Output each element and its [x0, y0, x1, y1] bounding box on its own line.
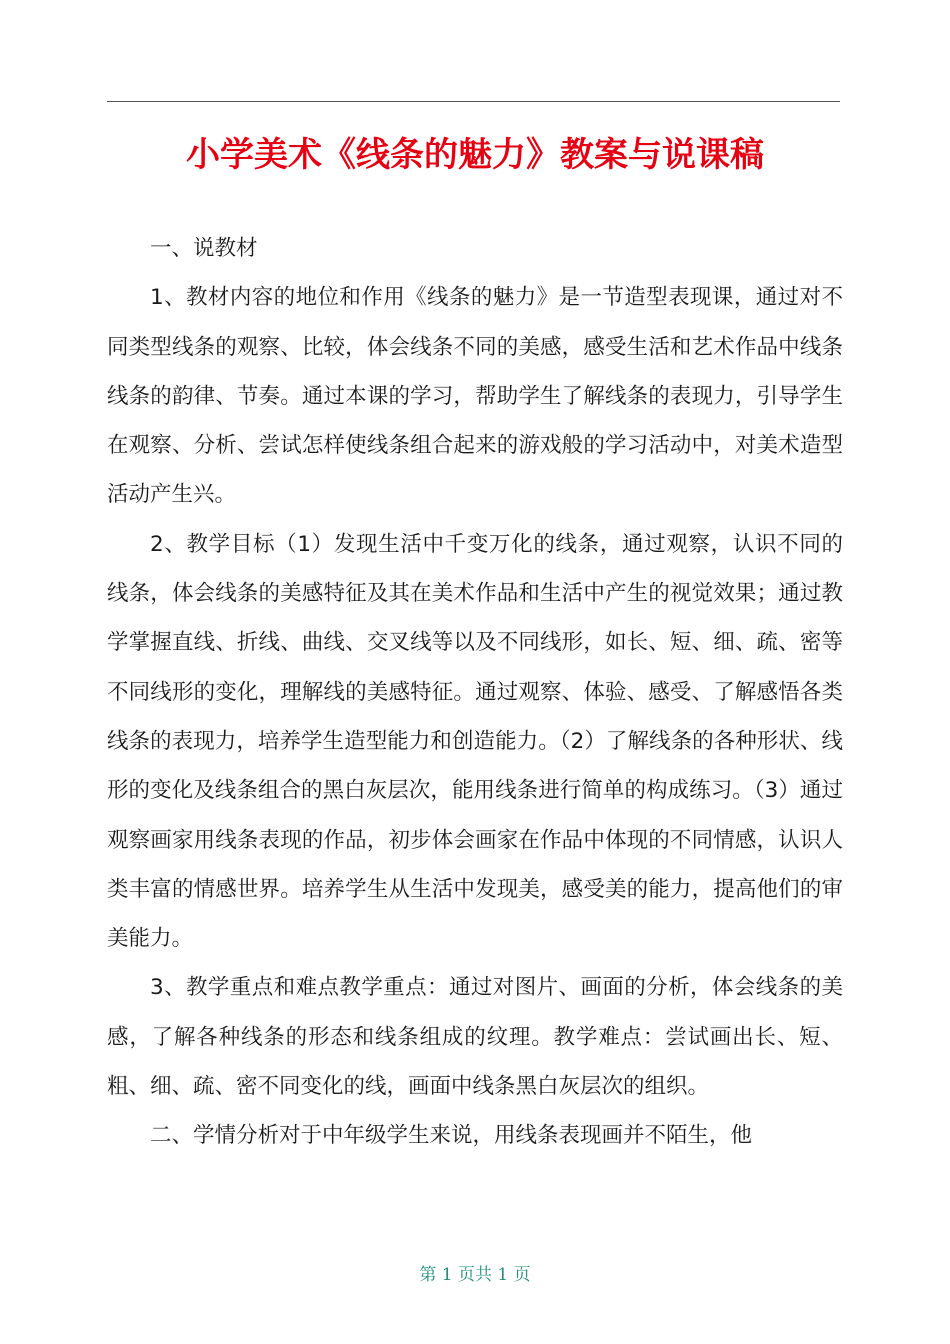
- document-body: [107, 224, 843, 1161]
- header-rule: [107, 101, 840, 102]
- paragraph-section-heading-1: 一、说教材: [150, 236, 258, 261]
- paragraph-key-points: 3、教学重点和难点教学重点：通过对图片、画面的分析，体会线条的美感，了解各种线条的形态和线条组成的纹理。教学难点：尝试画出长、短、粗、细、疏、密不同变化的线，画面中线条黑白灰层次的组织。: [107, 975, 843, 1100]
- paragraph-material-role: 1、教材内容的地位和作用《线条的魅力》是一节造型表现课，通过对不同类型线条的观察、比较，体会线条不同的美感，感受生活和艺术作品中线条线条的韵律、节奏。通过本课的学习，帮助学生了解线条的表现力，引导学生在观察、分析、尝试怎样使线条组合起来的游戏般的学习活动中，对美术造型活动产生兴。: [107, 285, 843, 508]
- paragraph-student-analysis: 二、学情分析对于中年级学生来说，用线条表现画并不陌生，他: [150, 1123, 753, 1149]
- paragraph-teaching-goals: 2、教学目标（1）发现生活中千变万化的线条，通过观察，认识不同的线条，体会线条的美感特征及其在美术作品和生活中产生的视觉效果；通过教学掌握直线、折线、曲线、交叉线等以及不同线形，如长、短、细、疏、密等不同线形的变化，理解线的美感特征。通过观察、体验、感受、了解感悟各类线条的表现力，培养学生造型能力和创造能力。（2）了解线条的各种形状、线形的变化及线条组合的黑白灰层次，能用线条进行简单的构成练习。（3）通过观察画家用线条表现的作品，初步体会画家在作品中体现的不同情感，认识人类丰富的情感世界。培养学生从生活中发现美，感受美的能力，提高他们的审美能力。: [107, 531, 843, 952]
- document-title: 小学美术《线条的魅力》教案与说课稿: [186, 134, 764, 175]
- page-footer: 第 1 页共 1 页: [419, 1265, 531, 1285]
